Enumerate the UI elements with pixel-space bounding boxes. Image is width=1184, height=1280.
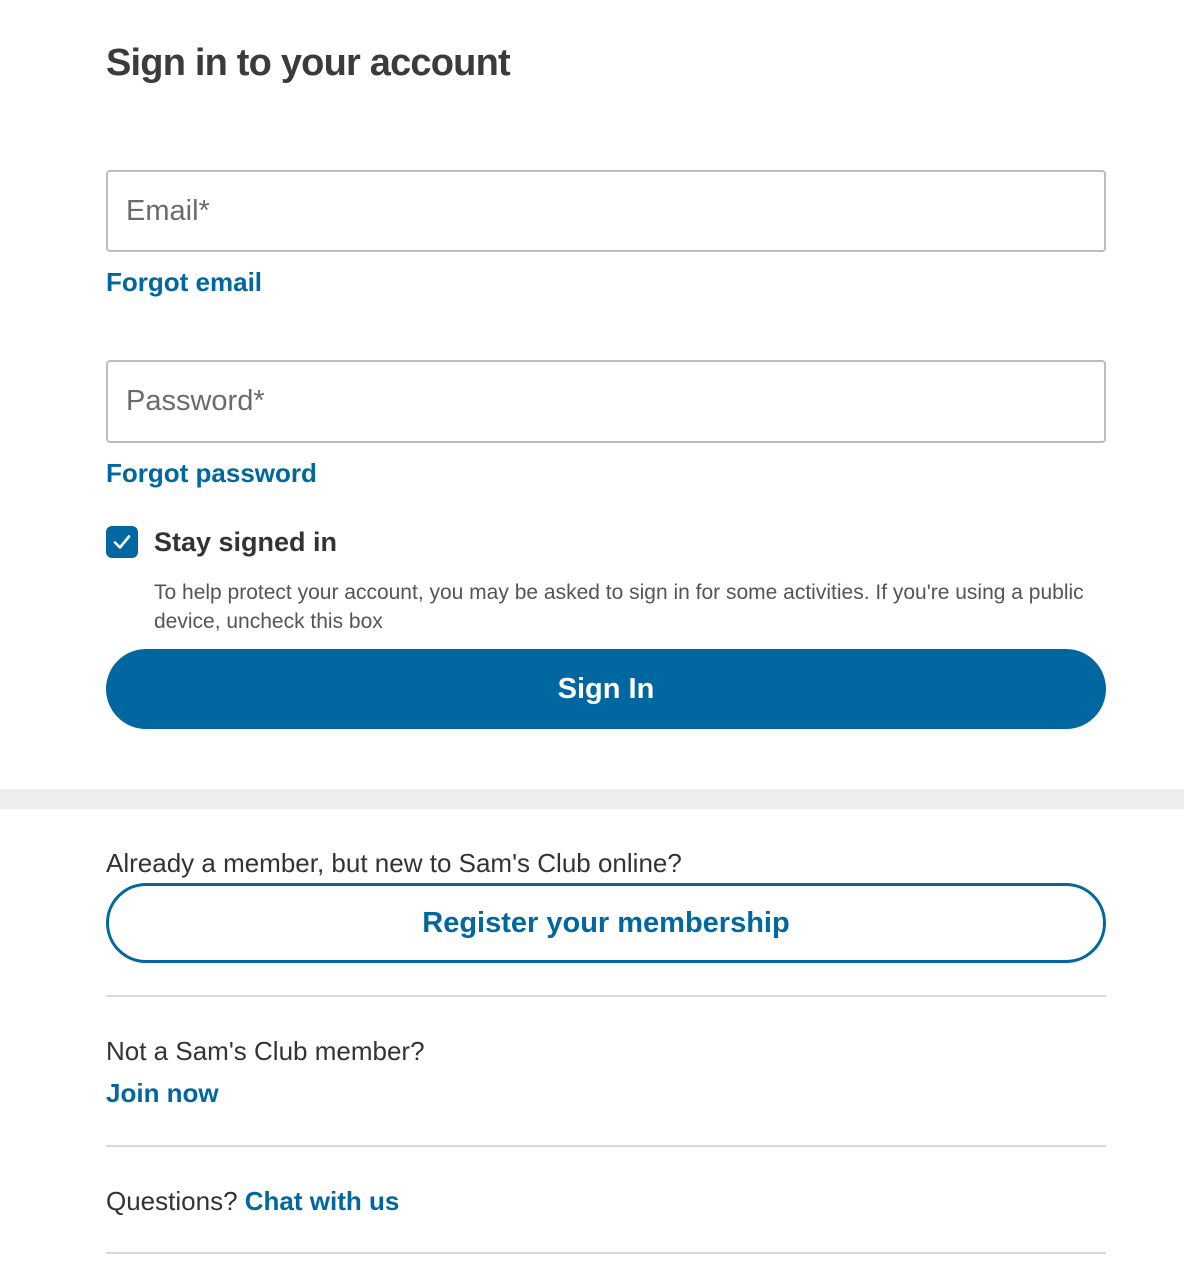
stay-signed-in-checkbox[interactable] [106, 526, 138, 558]
page-title: Sign in to your account [106, 42, 510, 84]
divider-line [106, 995, 1106, 997]
forgot-email-link[interactable]: Forgot email [106, 267, 263, 297]
sign-in-button[interactable]: Sign In [106, 649, 1106, 729]
email-input[interactable] [108, 172, 1104, 250]
chat-with-us-link[interactable]: Chat with us [244, 1186, 400, 1216]
stay-signed-in-label[interactable]: Stay signed in [154, 526, 338, 557]
join-now-link[interactable]: Join now [106, 1078, 219, 1108]
join-prompt: Not a Sam's Club member? [106, 1036, 425, 1066]
divider-line [106, 1252, 1106, 1254]
forgot-password-link[interactable]: Forgot password [106, 458, 317, 488]
divider-line [106, 1145, 1106, 1147]
stay-signed-in-row [106, 526, 337, 558]
help-row [106, 1185, 399, 1217]
register-prompt: Already a member, but new to Sam's Club online? [106, 848, 682, 878]
password-input[interactable] [108, 362, 1104, 441]
password-field[interactable] [106, 360, 1106, 443]
register-membership-button[interactable]: Register your membership [106, 883, 1106, 963]
checkmark-icon [112, 532, 132, 552]
questions-prompt: Questions? [106, 1186, 238, 1216]
section-divider [0, 789, 1184, 809]
email-field[interactable] [106, 170, 1106, 252]
stay-signed-in-help-text: To help protect your account, you may be asked to sign in for some activities. If you're using a public device, uncheck this box [154, 581, 1084, 633]
